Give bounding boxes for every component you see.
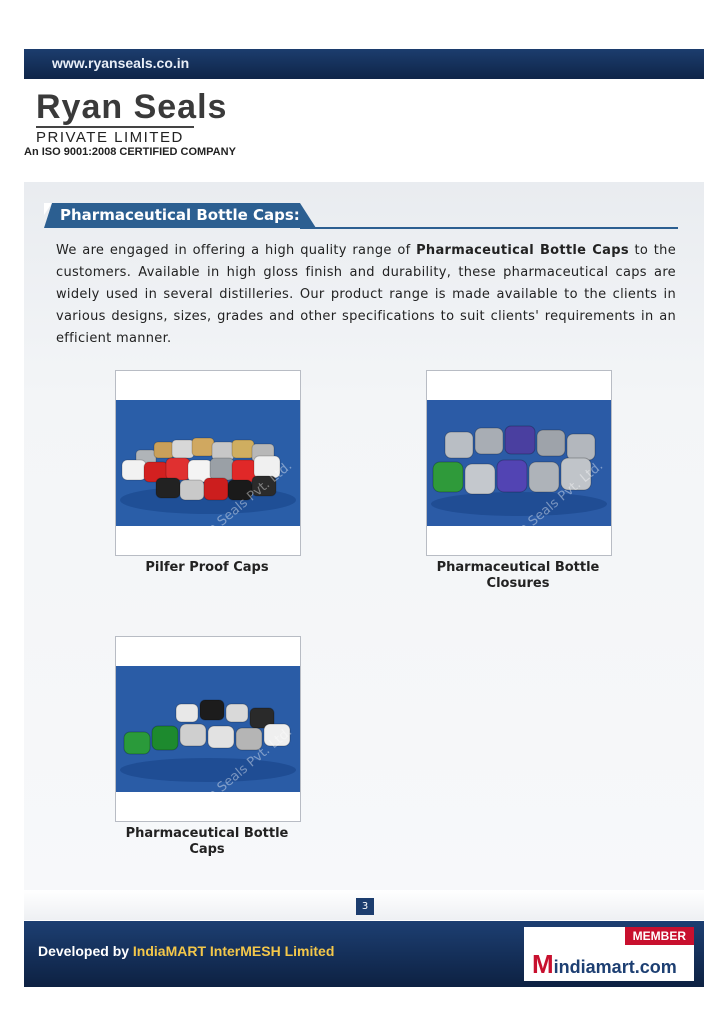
footer-bar xyxy=(24,921,704,987)
page-number: 3 xyxy=(356,898,374,915)
company-logo xyxy=(36,90,227,146)
website-url[interactable]: www.ryanseals.co.in xyxy=(52,55,190,71)
top-banner xyxy=(24,49,704,79)
logo-subtitle: PRIVATE LIMITED xyxy=(36,126,194,146)
indiamart-brand: indiamart.com xyxy=(553,957,677,977)
developer-link[interactable]: IndiaMART InterMESH Limited xyxy=(132,943,335,959)
description-paragraph xyxy=(56,240,676,350)
indiamart-member-logo[interactable] xyxy=(524,927,694,981)
para-text-1: We are engaged in offering a high quality range of xyxy=(56,243,417,258)
watermark-text: Seals Pvt. Ltd. xyxy=(525,458,607,526)
indiamart-m-icon: M xyxy=(532,949,554,979)
developed-by-text xyxy=(38,943,334,959)
product-photo-bottle-caps xyxy=(116,666,300,792)
logo-brand: Ryan Seals xyxy=(36,88,228,126)
product-caption: Pharmaceutical Bottle Caps xyxy=(125,826,289,857)
section-underline xyxy=(300,227,678,229)
product-caption: Pilfer Proof Caps xyxy=(145,560,269,575)
product-image-frame[interactable] xyxy=(115,636,301,822)
section-heading xyxy=(44,203,316,228)
product-image-frame[interactable] xyxy=(115,370,301,556)
product-image-frame[interactable] xyxy=(426,370,612,556)
product-photo-pilfer-proof-caps xyxy=(116,400,300,526)
section-title: Pharmaceutical Bottle Caps: xyxy=(60,206,300,224)
indiamart-wordmark xyxy=(532,949,677,980)
para-text-2: to the customers. Available in high gloss finish and durability, these pharmaceutical caps are widely used in several distilleries. Our product range is made available to the clients in various designs, sizes, grades and other specifications to suit clients' requirements in an efficient manner. xyxy=(56,243,676,346)
iso-certification: An ISO 9001:2008 CERTIFIED COMPANY xyxy=(24,146,236,158)
watermark-text: Seals Pvt. Ltd. xyxy=(214,458,296,526)
product-photo-bottle-closures xyxy=(427,400,611,526)
para-bold-product: Pharmaceutical Bottle Caps xyxy=(416,243,629,258)
developed-by-label: Developed by xyxy=(38,943,133,959)
product-caption: Pharmaceutical Bottle Closures xyxy=(436,560,600,591)
member-badge: MEMBER xyxy=(625,927,694,945)
